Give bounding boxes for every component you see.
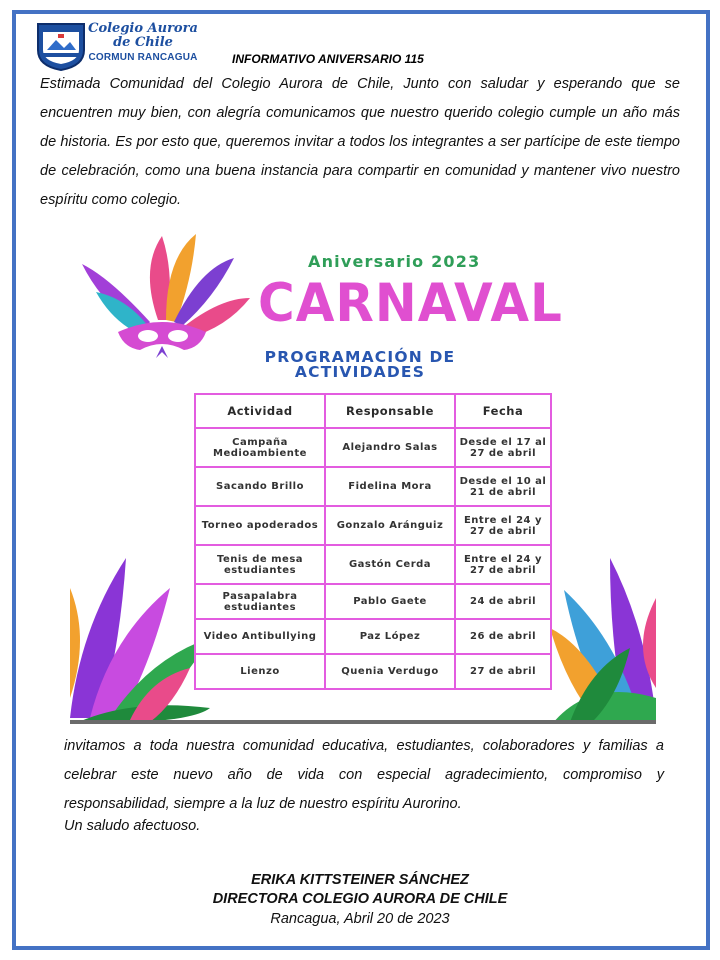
responsible-cell: Fidelina Mora [325, 467, 455, 506]
poster-subtitle: Aniversario 2023 [308, 252, 481, 271]
signature-title: DIRECTORA COLEGIO AURORA DE CHILE [212, 891, 508, 907]
date-cell: Desde el 17 al 27 de abril [455, 428, 551, 467]
school-crest-icon [34, 20, 88, 72]
feathers-left-icon [70, 558, 210, 724]
school-subtitle: CORMUN RANCAGUA [88, 52, 198, 63]
table-row [195, 619, 551, 654]
table-header-row [195, 394, 551, 428]
responsible-cell: Paz López [325, 619, 455, 654]
poster-section-line1: PROGRAMACIÓN DE [264, 348, 456, 366]
column-header-date: Fecha [455, 394, 551, 428]
activity-cell: Lienzo [195, 654, 325, 689]
table-row [195, 545, 551, 584]
poster-section-title [200, 350, 520, 380]
date-cell: 26 de abril [455, 619, 551, 654]
responsible-cell: Pablo Gaete [325, 584, 455, 619]
activity-cell: Video Antibullying [195, 619, 325, 654]
school-name-line2: de Chile [113, 35, 173, 50]
signature-name: ERIKA KITTSTEINER SÁNCHEZ [251, 872, 469, 888]
activity-cell: Campaña Medioambiente [195, 428, 325, 467]
column-header-activity: Actividad [195, 394, 325, 428]
carnival-mask-icon [82, 234, 250, 358]
farewell-text: Un saludo afectuoso. [64, 818, 201, 834]
responsible-cell: Quenia Verdugo [325, 654, 455, 689]
table-row [195, 654, 551, 689]
date-cell: Entre el 24 y 27 de abril [455, 506, 551, 545]
intro-paragraph: Estimada Comunidad del Colegio Aurora de Chile, Junto con saludar y esperando que se encuentren muy bien, con alegría comunicamos que nuestro querido colegio cumple un año más de historia. Es por esto que, queremos invitar a todos los integrantes a ser partícipe de este tiempo de celebración, como una buena instancia para compartir en comunidad y mantener vivo nuestro espíritu como colegio. [40, 76, 680, 208]
date-cell: Entre el 24 y 27 de abril [455, 545, 551, 584]
feathers-right-icon [550, 558, 656, 724]
activity-cell: Sacando Brillo [195, 467, 325, 506]
responsible-cell: Gastón Cerda [325, 545, 455, 584]
poster-section-line2: ACTIVIDADES [294, 363, 426, 381]
activity-cell: Tenis de mesa estudiantes [195, 545, 325, 584]
activities-table [194, 393, 552, 690]
poster-title: CARNAVAL [258, 272, 563, 334]
column-header-responsible: Responsable [325, 394, 455, 428]
date-cell: Desde el 10 al 21 de abril [455, 467, 551, 506]
school-name-line1: Colegio Aurora [88, 21, 198, 36]
document-heading: INFORMATIVO ANIVERSARIO 115 [232, 52, 424, 66]
table-row [195, 428, 551, 467]
activity-cell: Pasapalabra estudiantes [195, 584, 325, 619]
responsible-cell: Gonzalo Aránguiz [325, 506, 455, 545]
date-cell: 24 de abril [455, 584, 551, 619]
school-logo [34, 20, 198, 72]
signature-place-date: Rancagua, Abril 20 de 2023 [270, 911, 450, 927]
table-row [195, 467, 551, 506]
activity-cell: Torneo apoderados [195, 506, 325, 545]
responsible-cell: Alejandro Salas [325, 428, 455, 467]
table-row [195, 506, 551, 545]
carnival-poster [70, 228, 656, 724]
date-cell: 27 de abril [455, 654, 551, 689]
closing-paragraph: invitamos a toda nuestra comunidad educativa, estudiantes, colaboradores y familias a celebrar este nuevo año de vida con especial agradecimiento, compromiso y responsabilidad, siempre a la luz de nuestro espíritu Aurorino. [64, 738, 664, 812]
table-row [195, 584, 551, 619]
